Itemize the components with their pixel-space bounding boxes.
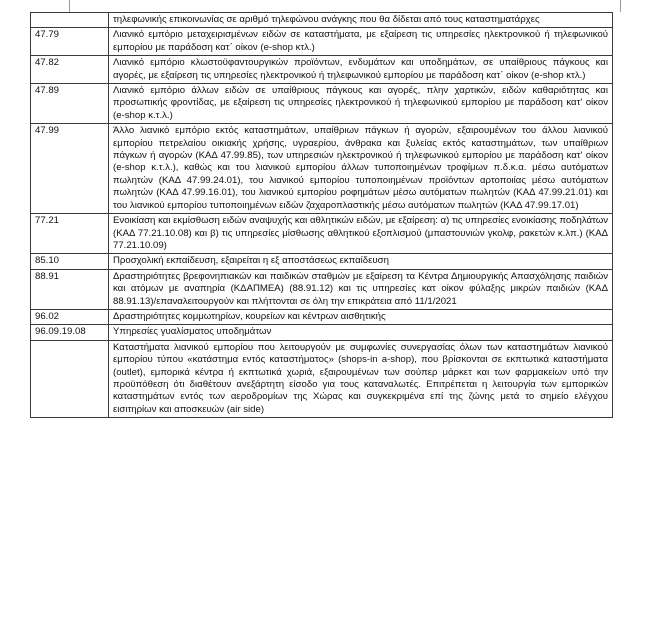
kad-code [31,340,109,417]
kad-code [31,13,109,28]
table-row [31,56,613,84]
kad-description: Προσχολική εκπαίδευση, εξαιρείται η εξ αποστάσεως εκπαίδευση [109,254,613,269]
kad-description: τηλεφωνικής επικοινωνίας σε αριθμό τηλεφώνου ανάγκης που θα δίδεται από τους καταστηματάρχες [109,13,613,28]
kad-code: 88.91 [31,269,109,309]
kad-description: Λιανικό εμπόριο κλωστοϋφαντουργικών προϊόντων, ενδυμάτων και υποδημάτων, σε υπαίθριους πάγκους και αγορές, με εξαίρεση τις υπηρεσίες ηλεκτρονικού ή τηλεφωνικού εμπορίου με παράδοση κατ΄ οίκον (e-shop κτλ.) [109,56,613,84]
kad-code: 96.02 [31,309,109,324]
page-corner-mark [620,0,621,12]
kad-table [30,12,613,418]
table-row [31,269,613,309]
table-row [31,254,613,269]
table-row [31,325,613,340]
page-corner-mark [69,0,70,12]
kad-description: Δραστηριότητες βρεφονηπιακών και παιδικών σταθμών με εξαίρεση τα Κέντρα Δημιουργικής Απασχόλησης παιδιών και ατόμων με αναπηρία (ΚΔΑΠΜΕΑ) (88.91.12) και τις υπηρεσίες κατ οίκον φύλαξης μικρών παιδιών (ΚΑΔ 88.91.13)/επαναλειτουργούν και πλήττονται σε όλη την επικράτεια από 11/1/2021 [109,269,613,309]
table-row [31,28,613,56]
kad-description: Ενοικίαση και εκμίσθωση ειδών αναψυχής και αθλητικών ειδών, με εξαίρεση: α) τις υπηρεσίες ενοικίασης ποδηλάτων (ΚΑΔ 77.21.10.08) και β) τις υπηρεσίες μίσθωσης αθλητικού εξοπλισμού (μπαστουνιών γκολφ, ρακετών κ.λπ.) (ΚΑΔ 77.21.10.09) [109,214,613,254]
kad-code: 47.89 [31,84,109,124]
kad-description: Λιανικό εμπόριο άλλων ειδών σε υπαίθριους πάγκους και αγορές, πλην χαρτικών, ειδών καθαριότητας και προσωπικής φροντίδας, με εξαίρεση τις υπηρεσίες ηλεκτρονικού ή τηλεφωνικού εμπορίου με παράδοση κατ' οίκον (e-shop κ.τ.λ.) [109,84,613,124]
kad-code: 47.82 [31,56,109,84]
table-row [31,340,613,417]
kad-code: 47.79 [31,28,109,56]
kad-description: Δραστηριότητες κομμωτηρίων, κουρείων και κέντρων αισθητικής [109,309,613,324]
kad-description: Λιανικό εμπόριο μεταχειρισμένων ειδών σε καταστήματα, με εξαίρεση τις υπηρεσίες ηλεκτρονικού ή τηλεφωνικού εμπορίου με παράδοση κατ΄ οίκον (e-shop κτλ.) [109,28,613,56]
table-row [31,124,613,214]
kad-description: Καταστήματα λιανικού εμπορίου που λειτουργούν με συμφωνίες συνεργασίας όλων των καταστημάτων λιανικού εμπορίου τύπου «κατάστημα εντός καταστήματος» (shops-in a-shop), που βρίσκονται σε εκπτωτικά καταστήματα (outlet), εμπορικά κέντρα ή εκπτωτικά χωριά, εξαιρουμένων των σούπερ μάρκετ και των φαρμακείων υπό την προϋπόθεση ότι διαθέτουν ανεξάρτητη είσοδο για τους καταναλωτές. Επιτρέπεται η λειτουργία των εμπορικών καταστημάτων εντός των αεροδρομίων της Χώρας και συγκεκριμένα επί της ζώνης μετά το σημείο ελέγχου εισιτηρίων και αποσκευών (air side) [109,340,613,417]
kad-code: 47.99 [31,124,109,214]
table-row [31,84,613,124]
kad-code: 96.09.19.08 [31,325,109,340]
kad-code: 77.21 [31,214,109,254]
kad-description: Υπηρεσίες γυαλίσματος υποδημάτων [109,325,613,340]
kad-description: Άλλο λιανικό εμπόριο εκτός καταστημάτων, υπαίθριων πάγκων ή αγορών, εξαιρουμένων του άλλου λιανικού εμπορίου πετρελαίου οικιακής χρήσης, υγραερίου, άνθρακα και ξυλείας εκτός καταστημάτων, των υπαίθριων πάγκων ή αγορών (ΚΑΔ 47.99.85), των υπηρεσιών ηλεκτρονικού ή τηλεφωνικού εμπορίου με παράδοση κατ' οίκον (e-shop κ.τ.λ.), καθώς και του λιανικού εμπορίου άλλων τυποποιημένων τροφίμων π.δ.κ.α. μέσω αυτόματων πωλητών (ΚΑΔ 47.99.24.01), του λιανικού εμπορίου τυποποιημένων προϊόντων αρτοποιίας μέσω αυτόματων πωλητών (ΚΑΔ 47.99.16.01), του λιανικού εμπορίου ροφημάτων μέσω αυτόματων πωλητών (ΚΑΔ 47.99.21.01) και του λιανικού εμπορίου τυποποιημένων ειδών ζαχαροπλαστικής μέσω αυτόματων πωλητών (ΚΑΔ 47.99.17.01) [109,124,613,214]
table-row [31,13,613,28]
table-row [31,309,613,324]
table-row [31,214,613,254]
kad-code: 85.10 [31,254,109,269]
